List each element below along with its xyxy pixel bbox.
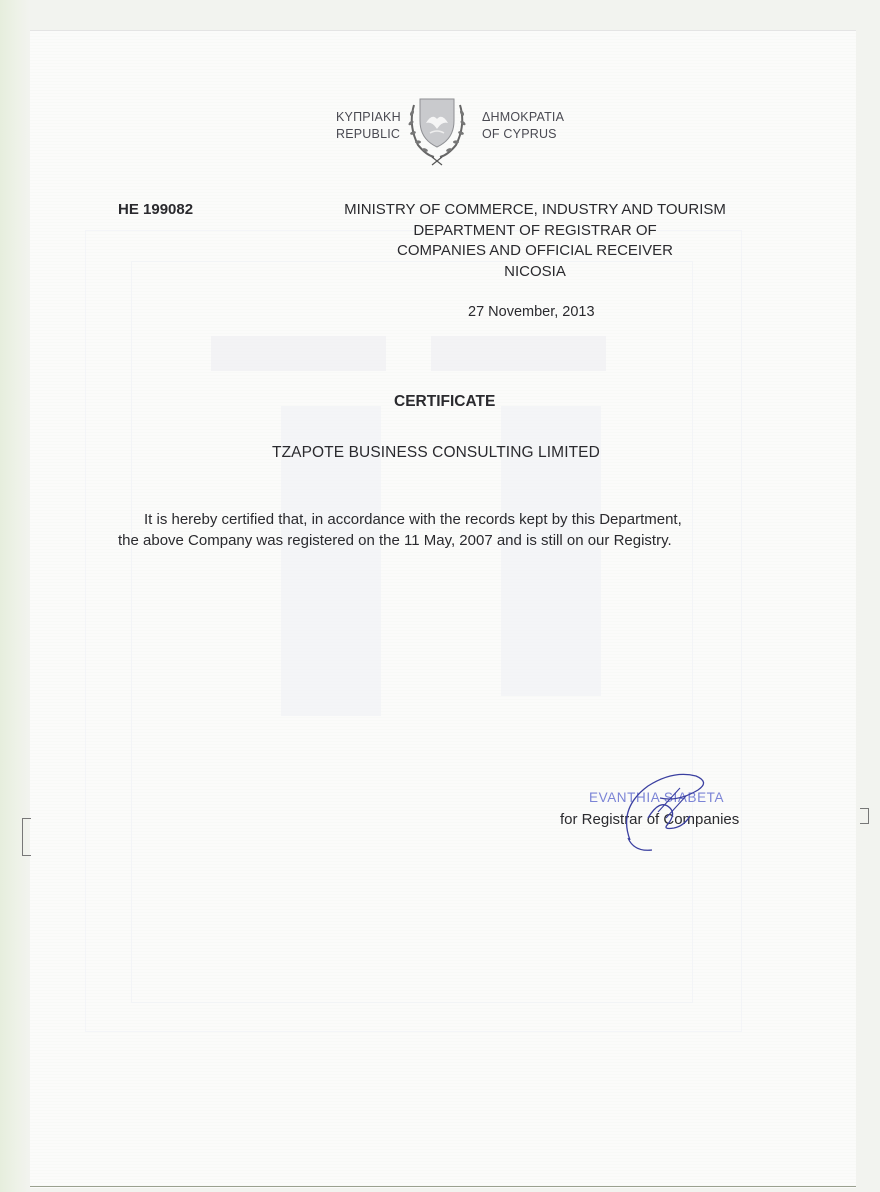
header-greek-right: ΔΗΜΟΚΡΑΤΙΑ (482, 110, 565, 124)
certification-statement (118, 510, 682, 551)
registration-number: HE 199082 (118, 201, 194, 218)
background-watermark (85, 230, 742, 1032)
watermark-frame (131, 261, 693, 1003)
statement-line: It is hereby certified that, in accordance with the records kept by this Department, (144, 511, 682, 528)
issue-date: 27 November, 2013 (468, 304, 595, 320)
scan-edge (0, 0, 30, 1192)
issuing-authority (300, 200, 770, 282)
binder-clip-mark (860, 808, 869, 824)
watermark-block (211, 336, 386, 371)
coat-of-arms-icon (404, 95, 470, 167)
page-bottom-edge (30, 1186, 856, 1187)
signatory-title: for Registrar of Companies (560, 811, 740, 828)
header-english-left: REPUBLIC (336, 127, 401, 141)
company-name: TZAPOTE BUSINESS CONSULTING LIMITED (272, 444, 600, 461)
watermark-block (431, 336, 606, 371)
header-greek-left: ΚΥΠΡΙΑΚΗ (336, 110, 401, 124)
handwritten-signature (618, 768, 718, 858)
signatory-stamp: EVANTHIA SIABETA (589, 790, 725, 805)
authority-line: COMPANIES AND OFFICIAL RECEIVER (397, 242, 673, 259)
binder-clip-mark (22, 818, 31, 856)
statement-line: the above Company was registered on the 11 May, 2007 and is still on our Registry. (118, 531, 672, 549)
authority-city: NICOSIA (504, 262, 566, 280)
authority-line: MINISTRY OF COMMERCE, INDUSTRY AND TOURISM (344, 201, 726, 218)
header-english-right: OF CYPRUS (482, 127, 557, 141)
authority-line: DEPARTMENT OF REGISTRAR OF (413, 221, 657, 239)
certificate-title: CERTIFICATE (394, 393, 496, 410)
